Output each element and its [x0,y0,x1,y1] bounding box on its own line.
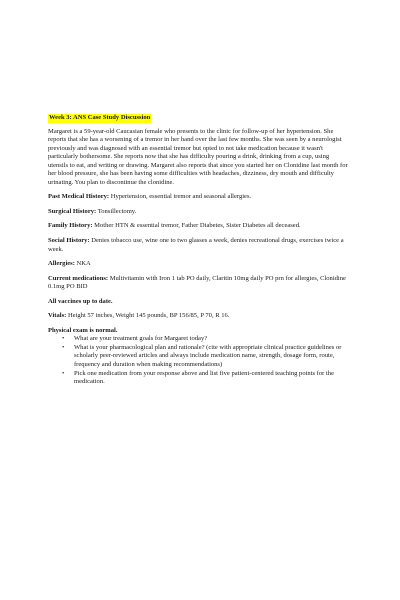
question-item: • Pick one medication from your response above and list five patient-centered teaching points for the medication. [74,370,348,387]
past-medical-history-label: Past Medical History: [48,193,110,201]
case-intro: Margaret is a 59-year-old Caucasian female who presents to the clinic for follow-up of her hypertension. She reports that she has a worsening of a tremor in her hand over the last few months. She was seen by a neurologist previously and was diagnosed with an essential tremor but opted to not take medication because it wasn't particularly bothersome. She reports now that she has difficulty pouring a drink, drinking from a cup, using utensils to eat, and writing or drawing. Margaret also reports that since you started her on Clonidine last month for her blood pressure, she has been having some difficulties with headaches, dizziness, dry mouth and difficulty urinating. You plan to discontinue the clonidine. [48,127,348,186]
vitals-label: Vitals: [48,312,67,320]
vaccines [48,298,348,307]
physical-exam [48,327,348,336]
social-history [48,237,348,254]
family-history-text: Mother HTN & essential tremor, Father Diabetes, Sister Diabetes all deceased. [92,222,301,230]
question-item: • What are your treatment goals for Margaret today? [74,335,348,344]
family-history-label: Family History: [48,222,93,230]
vitals-text: Height 57 inches, Weight 145 pounds, BP 156/85, P 70, R 16. [66,312,230,320]
current-medications [48,275,348,292]
allergies [48,260,348,269]
document-title: Week 3: ANS Case Study Discussion [49,114,151,121]
title-wrap [48,114,348,123]
physical-exam-label: Physical exam is normal. [48,326,118,334]
question-list [48,335,348,386]
social-history-label: Social History: [48,237,90,245]
allergies-label: Allergies: [48,260,75,268]
surgical-history [48,208,348,217]
allergies-text: NKA [74,260,91,268]
past-medical-history-text: Hypertension, essential tremor and seasonal allergies. [109,193,252,201]
social-history-text: Denies tobacco use, wine one to two glasses a week, denies recreational drugs, exercises twice a week. [48,237,344,253]
current-medications-label: Current medications: [48,274,109,282]
document-page [48,114,348,387]
past-medical-history [48,193,348,202]
vaccines-label: All vaccines up to date. [48,297,113,305]
current-medications-text: Multivitamin with Iron 1 tab PO daily, Claritin 10mg daily PO prn for allergies, Clonidine 0.1mg PO BID [48,274,346,291]
surgical-history-text: Tonsillectomy. [96,207,137,215]
vitals [48,312,348,321]
family-history [48,222,348,231]
question-item: • What is your pharmacological plan and rationale? (cite with appropriate clinical practice guidelines or scholarly peer-reviewed articles and always include medication name, strength, dosage form, route, frequency and duration when making recommendations) [74,344,348,370]
surgical-history-label: Surgical History: [48,207,97,215]
